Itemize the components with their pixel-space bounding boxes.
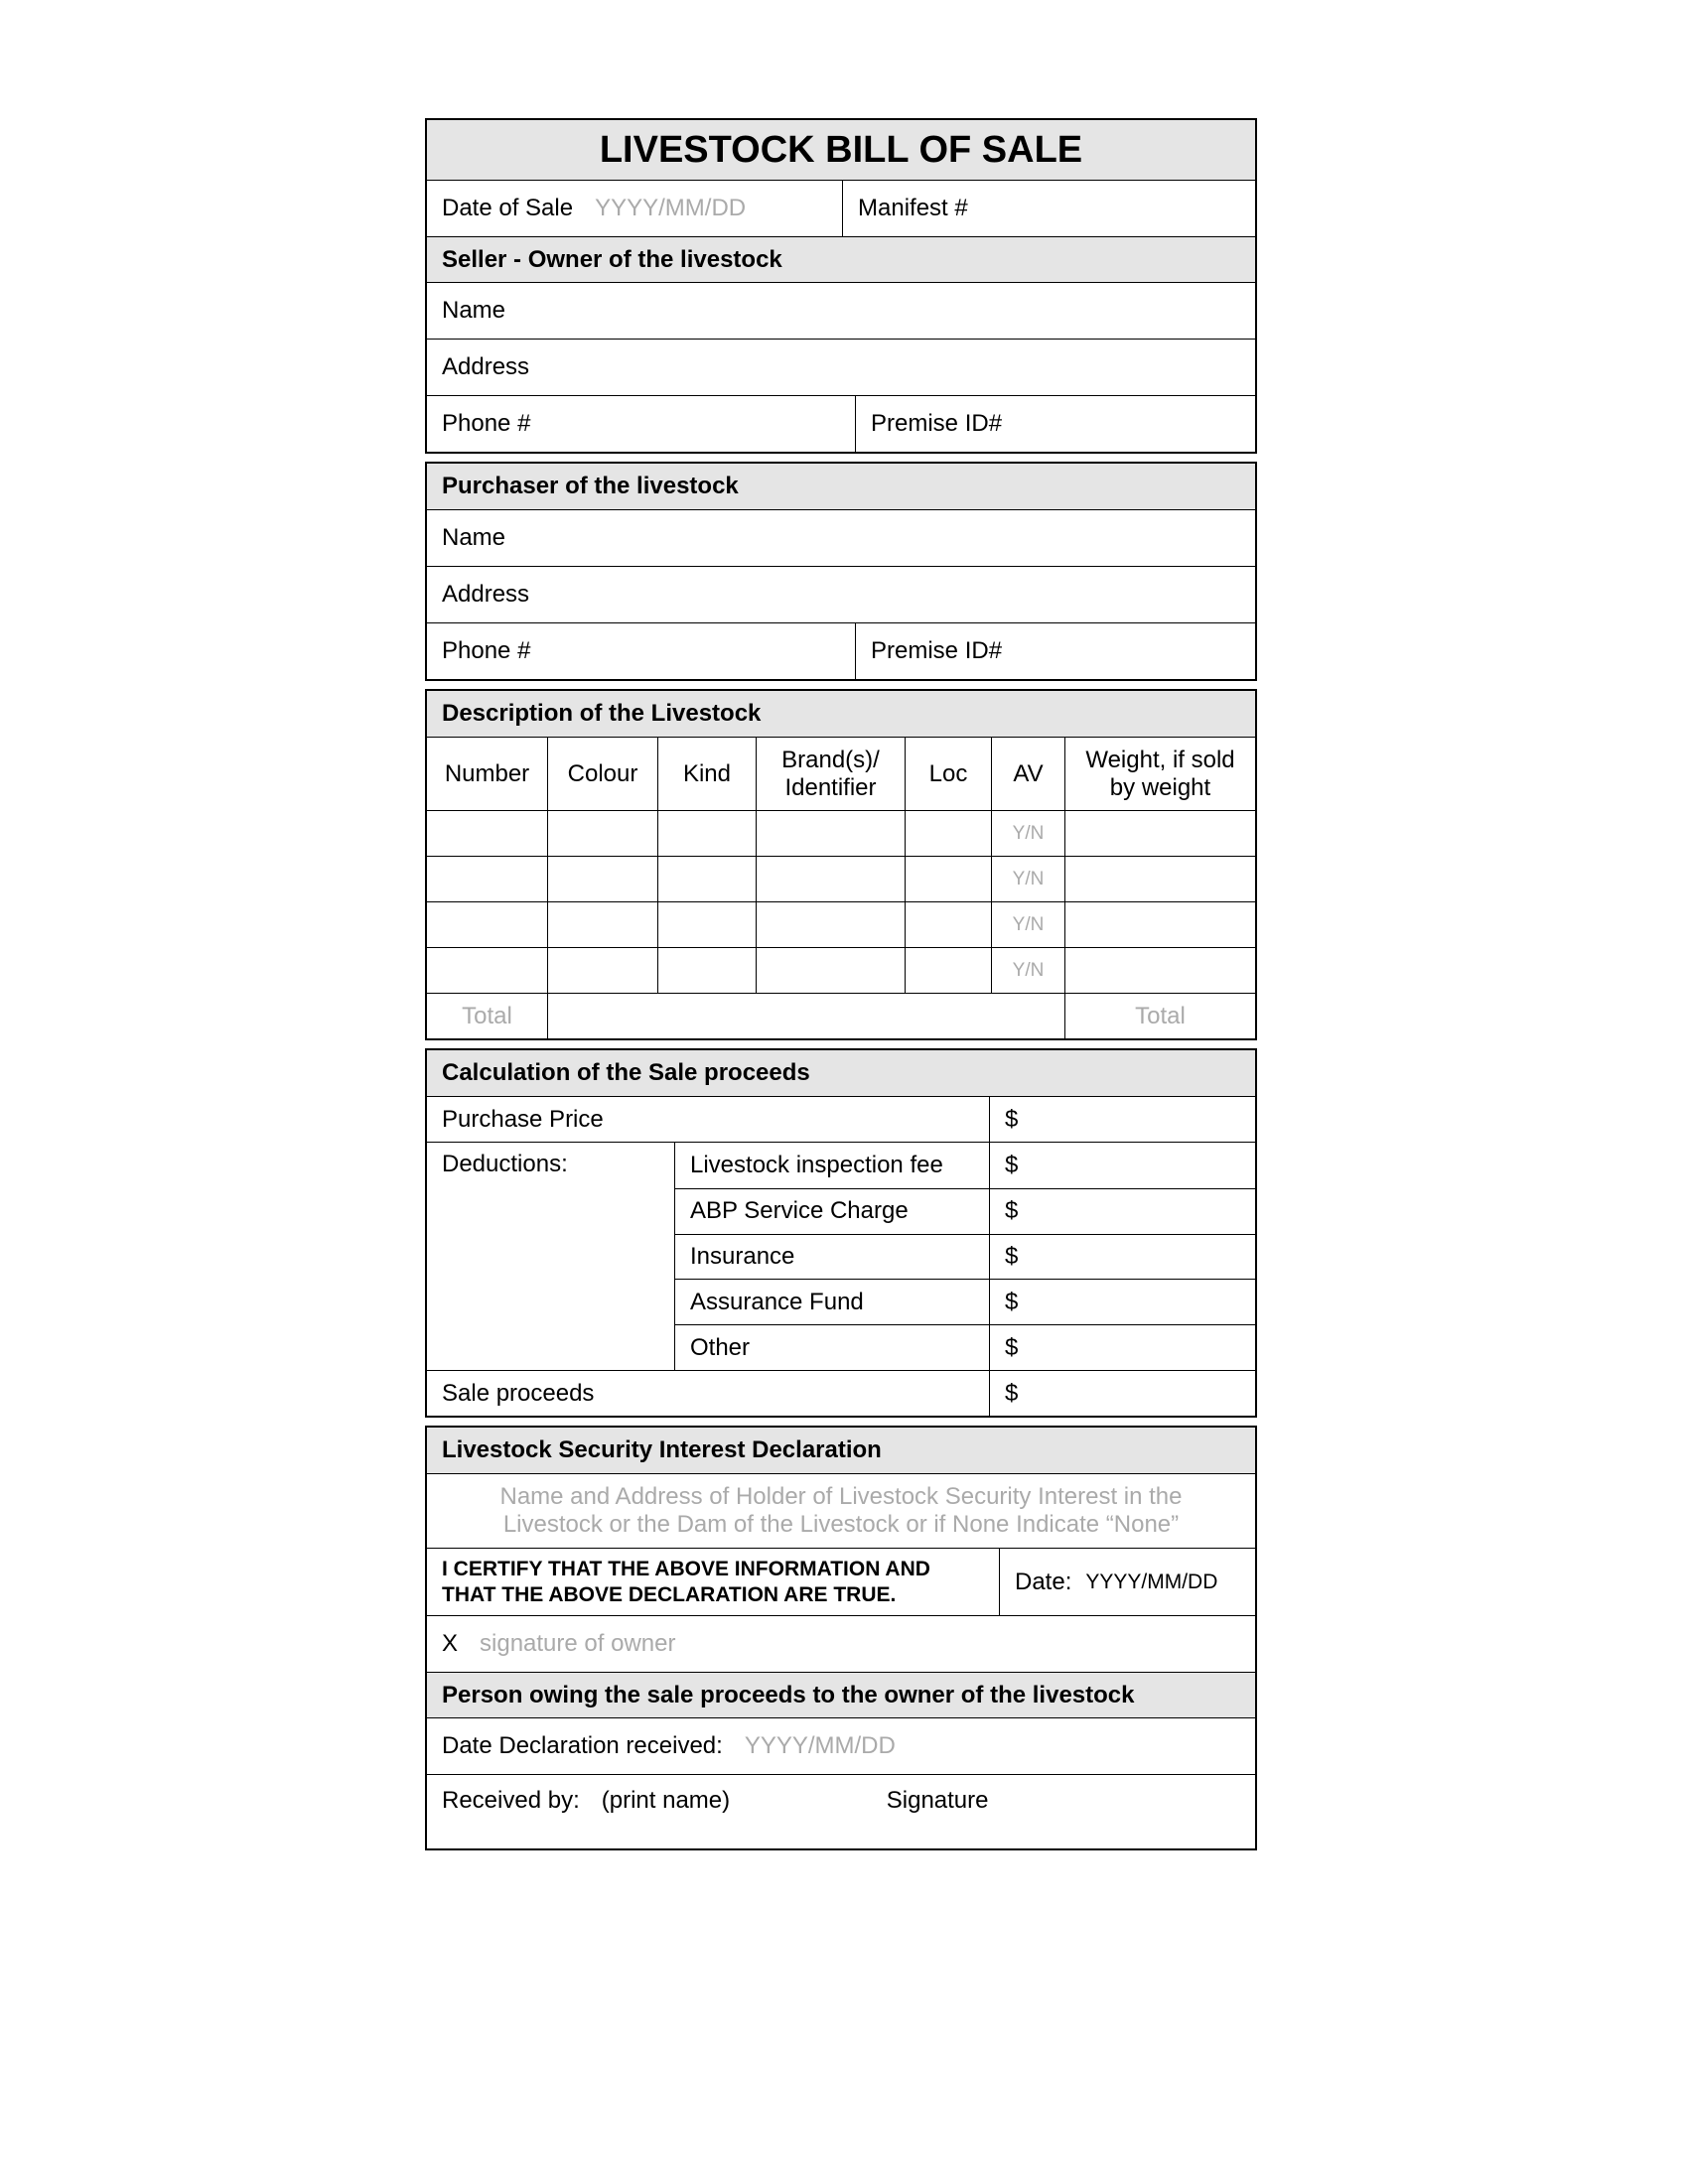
- certify-date-value: YYYY/MM/DD: [1085, 1570, 1218, 1593]
- seller-header: Seller - Owner of the livestock: [442, 245, 782, 273]
- calculation-header-row: [427, 1050, 1255, 1096]
- deduction-amount-field[interactable]: $: [989, 1325, 1255, 1370]
- print-name-label: (print name): [601, 1787, 731, 1814]
- purchase-price-label: Purchase Price: [442, 1105, 604, 1133]
- deduction-label: Insurance: [690, 1242, 795, 1270]
- av-cell[interactable]: Y/N: [991, 948, 1064, 993]
- received-signature-label: Signature: [886, 1787, 989, 1814]
- seller-section: [425, 118, 1257, 454]
- description-column-headers: [427, 737, 1255, 810]
- seller-address-row: [427, 339, 1255, 395]
- number-cell[interactable]: [427, 857, 547, 901]
- purchaser-contact-row: [427, 622, 1255, 679]
- deduction-amount-field[interactable]: $: [989, 1235, 1255, 1280]
- seller-name-field[interactable]: [427, 283, 1255, 339]
- col-colour-header: Colour: [547, 738, 657, 810]
- date-of-sale-label: Date of Sale: [442, 195, 574, 221]
- signature-x-mark: X: [442, 1630, 459, 1657]
- date-of-sale-field[interactable]: [427, 181, 842, 236]
- seller-address-field[interactable]: [427, 340, 1255, 395]
- total-number-field[interactable]: Total: [462, 1002, 512, 1029]
- received-by-label: Received by:: [442, 1787, 580, 1814]
- description-section: [425, 689, 1257, 1040]
- deduction-label: ABP Service Charge: [690, 1197, 909, 1225]
- totals-spacer: [547, 994, 1064, 1038]
- date-received-row: [427, 1717, 1255, 1774]
- number-cell[interactable]: [427, 948, 547, 993]
- sale-proceeds-label: Sale proceeds: [442, 1379, 595, 1407]
- received-by-row: [427, 1774, 1255, 1848]
- av-cell[interactable]: Y/N: [991, 811, 1064, 856]
- purchaser-header: Purchaser of the livestock: [442, 473, 739, 499]
- seller-name-label: Name: [442, 297, 506, 324]
- manifest-label: Manifest #: [858, 195, 968, 221]
- seller-premise-label: Premise ID#: [871, 410, 1003, 437]
- loc-cell[interactable]: [905, 811, 991, 856]
- description-header-row: [427, 691, 1255, 737]
- description-header: Description of the Livestock: [442, 700, 762, 727]
- form-title: LIVESTOCK BILL OF SALE: [599, 128, 1083, 171]
- totals-row: [427, 993, 1255, 1038]
- person-owing-header: Person owing the sale proceeds to the owner of the livestock: [442, 1681, 1135, 1708]
- sale-proceeds-field[interactable]: $: [989, 1371, 1255, 1416]
- col-av-header: AV: [991, 738, 1064, 810]
- deduction-label: Other: [690, 1333, 751, 1361]
- sale-date-row: [427, 180, 1255, 236]
- purchase-price-field[interactable]: $: [989, 1097, 1255, 1142]
- weight-cell[interactable]: [1064, 857, 1255, 901]
- certify-date-field[interactable]: [999, 1549, 1255, 1615]
- purchaser-header-row: [427, 464, 1255, 509]
- purchaser-address-field[interactable]: [427, 567, 1255, 622]
- date-of-sale-placeholder: YYYY/MM/DD: [595, 195, 747, 221]
- seller-phone-label: Phone #: [442, 410, 531, 437]
- seller-phone-field[interactable]: [427, 396, 855, 452]
- certify-row: [427, 1548, 1255, 1615]
- calculation-section: [425, 1048, 1257, 1418]
- purchaser-name-field[interactable]: [427, 510, 1255, 566]
- weight-cell[interactable]: [1064, 811, 1255, 856]
- deduction-row: [675, 1234, 1255, 1280]
- purchaser-address-row: [427, 566, 1255, 622]
- calculation-header: Calculation of the Sale proceeds: [442, 1059, 810, 1086]
- col-kind-header: Kind: [657, 738, 756, 810]
- brand-cell[interactable]: [756, 857, 905, 901]
- certify-date-label: Date:: [1015, 1568, 1072, 1595]
- deduction-label: Assurance Fund: [690, 1288, 864, 1315]
- kind-cell[interactable]: [657, 857, 756, 901]
- purchaser-name-label: Name: [442, 524, 506, 551]
- deductions-list: [674, 1143, 1255, 1370]
- brand-cell[interactable]: [756, 811, 905, 856]
- purchaser-premise-label: Premise ID#: [871, 637, 1003, 664]
- purchaser-address-label: Address: [442, 581, 530, 608]
- deduction-row: [675, 1143, 1255, 1188]
- colour-cell[interactable]: [547, 902, 657, 947]
- seller-address-label: Address: [442, 353, 530, 380]
- number-cell[interactable]: [427, 811, 547, 856]
- deduction-row: [675, 1188, 1255, 1234]
- seller-premise-field[interactable]: [855, 396, 1255, 452]
- colour-cell[interactable]: [547, 857, 657, 901]
- col-loc-header: Loc: [905, 738, 991, 810]
- seller-name-row: [427, 282, 1255, 339]
- owner-signature-row: [427, 1615, 1255, 1672]
- purchaser-phone-field[interactable]: [427, 623, 855, 679]
- holder-field[interactable]: Name and Address of Holder of Livestock Security Interest in the Livestock or the Dam of the Livestock or if None Indicate “None”: [499, 1483, 1183, 1538]
- purchaser-section: [425, 462, 1257, 681]
- date-received-field[interactable]: [427, 1718, 1255, 1774]
- deduction-amount-field[interactable]: $: [989, 1280, 1255, 1324]
- owner-signature-field[interactable]: [427, 1616, 1255, 1672]
- colour-cell[interactable]: [547, 948, 657, 993]
- col-brand-header: Brand(s)/ Identifier: [756, 738, 905, 810]
- sale-proceeds-row: [427, 1370, 1255, 1416]
- kind-cell[interactable]: [657, 948, 756, 993]
- colour-cell[interactable]: [547, 811, 657, 856]
- livestock-row: [427, 901, 1255, 947]
- total-weight-field[interactable]: Total: [1064, 994, 1255, 1038]
- av-cell[interactable]: Y/N: [991, 902, 1064, 947]
- kind-cell[interactable]: [657, 902, 756, 947]
- purchaser-phone-label: Phone #: [442, 637, 531, 664]
- deduction-amount-field[interactable]: $: [989, 1189, 1255, 1234]
- loc-cell[interactable]: [905, 902, 991, 947]
- holder-row: [427, 1473, 1255, 1548]
- purchaser-name-row: [427, 509, 1255, 566]
- deduction-label: Livestock inspection fee: [690, 1151, 943, 1178]
- col-weight-header: Weight, if sold by weight: [1064, 738, 1255, 810]
- date-received-placeholder: YYYY/MM/DD: [744, 1732, 896, 1759]
- loc-cell[interactable]: [905, 948, 991, 993]
- signature-placeholder: signature of owner: [480, 1630, 676, 1657]
- purchase-price-row: [427, 1096, 1255, 1142]
- purchaser-premise-field[interactable]: [855, 623, 1255, 679]
- received-by-field[interactable]: [427, 1775, 1255, 1848]
- seller-contact-row: [427, 395, 1255, 452]
- title-row: [427, 120, 1255, 180]
- deduction-amount-field[interactable]: $: [989, 1143, 1255, 1188]
- security-header-row: [427, 1428, 1255, 1473]
- security-section: [425, 1426, 1257, 1850]
- deduction-row: [675, 1279, 1255, 1324]
- manifest-field[interactable]: [842, 181, 1255, 236]
- brand-cell[interactable]: [756, 948, 905, 993]
- deductions-label: Deductions:: [442, 1151, 568, 1177]
- deduction-row: [675, 1324, 1255, 1370]
- seller-header-row: [427, 236, 1255, 282]
- weight-cell[interactable]: [1064, 948, 1255, 993]
- livestock-row: [427, 947, 1255, 993]
- deductions-block: [427, 1142, 1255, 1370]
- certify-statement: I CERTIFY THAT THE ABOVE INFORMATION AND THAT THE ABOVE DECLARATION ARE TRUE.: [442, 1557, 930, 1606]
- loc-cell[interactable]: [905, 857, 991, 901]
- col-number-header: Number: [444, 759, 530, 787]
- av-cell[interactable]: Y/N: [991, 857, 1064, 901]
- security-header: Livestock Security Interest Declaration: [442, 1436, 882, 1463]
- livestock-row: [427, 856, 1255, 901]
- number-cell[interactable]: [427, 902, 547, 947]
- bill-of-sale-form: [425, 118, 1257, 1850]
- date-received-label: Date Declaration received:: [442, 1732, 723, 1759]
- person-owing-header-row: [427, 1672, 1255, 1717]
- brand-cell[interactable]: [756, 902, 905, 947]
- weight-cell[interactable]: [1064, 902, 1255, 947]
- kind-cell[interactable]: [657, 811, 756, 856]
- livestock-row: [427, 810, 1255, 856]
